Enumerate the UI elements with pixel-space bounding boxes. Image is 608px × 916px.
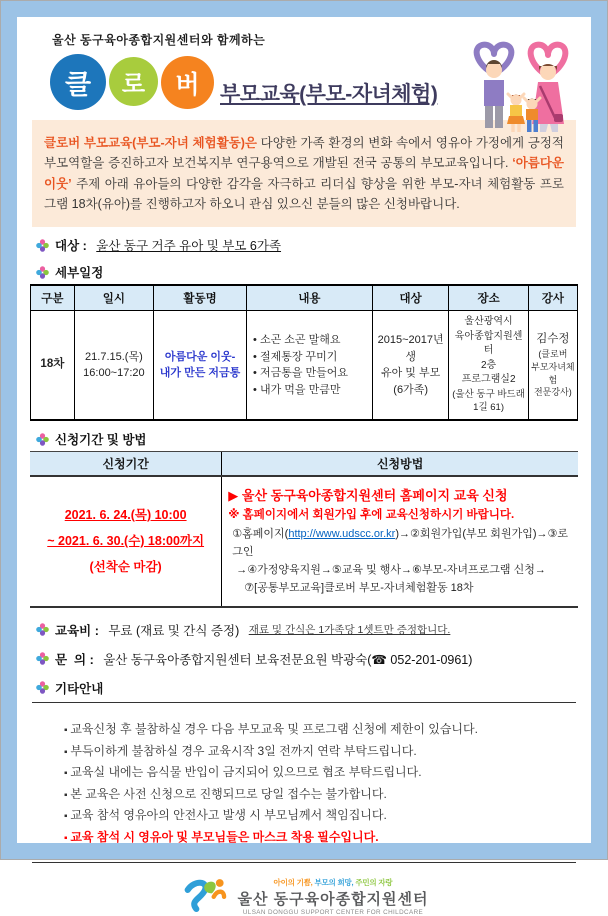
footer-org-name-en: ULSAN DONGGU SUPPORT CENTER FOR CHILDCARE <box>242 908 424 916</box>
place-line: 울산광역시 <box>464 316 513 327</box>
notice-item: ▪ 부득이하게 불참하실 경우 교육시작 3일 전까지 연락 부탁드립니다. <box>64 742 568 759</box>
cell-instructor <box>528 311 577 421</box>
footer-org-name: 울산 동구육아종합지원센터 <box>237 890 429 908</box>
col-header-audience: 대상 <box>372 285 449 311</box>
notice-item: ▪ 교육실 내에는 음식물 반입이 금지되어 있으므로 협조 부탁드립니다. <box>64 763 568 780</box>
footer-tagline-part: 주민의 자랑 <box>355 877 393 887</box>
schedule-heading: 세부일정 <box>55 266 104 280</box>
col-header-period: 신청기간 <box>30 452 222 477</box>
activity-line: 아름다운 이웃- <box>164 350 236 363</box>
footer <box>30 876 578 916</box>
col-header-round: 구분 <box>31 285 75 311</box>
col-header-method: 신청방법 <box>222 452 578 477</box>
header-logo-row <box>50 54 578 110</box>
clover-icon <box>36 433 49 446</box>
clover-icon <box>36 623 49 636</box>
footer-tagline <box>237 877 428 888</box>
cell-activity <box>154 311 247 421</box>
application-table <box>30 451 578 608</box>
activity-line: 내가 만든 저금통 <box>159 367 241 380</box>
intro-text-1: 다양한 가족 환경의 변화 속에서 영유아 가정에게 긍정적 부모역할을 증진하고자 보건복지부 연구용역으로 개발된 전국 공통의 부모교육입니다. <box>44 136 564 171</box>
method-step-line <box>232 525 572 561</box>
schedule-heading-row <box>36 263 578 281</box>
notices-heading-row <box>36 679 578 697</box>
footer-tagline-part: 부모의 희망, <box>314 877 356 887</box>
fee-label: 교육비 : <box>55 623 103 638</box>
method-step-text: )→②회원가입(부모 회원가입)→③로그인 <box>232 528 568 559</box>
audience-line: 2015~2017년생 <box>377 334 444 363</box>
contact-row <box>36 650 578 668</box>
col-header-contents: 내용 <box>247 285 373 311</box>
clover-icon <box>36 266 49 279</box>
intro-text-2: 주제 아래 유아들의 다양한 감각을 자극하고 리더십 향상을 위한 부모-자녀 체험활동 프로그램 18차(유아)를 진행하고자 하오니 관심 있으신 분들의 많은 신청바랍니다. <box>44 176 564 211</box>
method-step-text: ①홈페이지( <box>232 528 289 541</box>
col-header-activity: 활동명 <box>154 285 247 311</box>
content-item: • 절제통장 꾸미기 <box>253 349 370 366</box>
notice-item: ▪ 교육신청 후 불참하실 경우 다음 부모교육 및 프로그램 신청에 제한이 있습니다. <box>64 720 568 737</box>
cell-method <box>222 476 578 607</box>
period-line: 2021. 6. 24.(목) 10:00 <box>64 507 187 522</box>
audience-line: 유아 및 부모 <box>381 367 441 380</box>
cell-round: 18차 <box>31 311 75 421</box>
page-title: 부모교육(부모-자녀체험) <box>220 83 438 106</box>
place-line: 2층 <box>480 359 497 371</box>
content-item: • 소곤 소곤 말해요 <box>253 332 370 349</box>
center-logo-icon <box>179 876 231 916</box>
target-label: 대상 : <box>55 239 91 253</box>
cell-place <box>449 311 528 421</box>
notice-item-mask-required: ▪ 교육 참석 시 영유아 및 부모님들은 마스크 착용 필수입니다. <box>64 828 568 845</box>
fee-row <box>36 621 578 639</box>
instructor-sub-line: 전문강사) <box>533 387 572 398</box>
instructor-name: 김수정 <box>536 333 570 346</box>
application-heading: 신청기간 및 방법 <box>55 433 147 448</box>
application-heading-row <box>36 430 578 448</box>
instructor-sub-line: (클로버 <box>538 349 568 360</box>
method-step-line: ⑦[공통부모교육]클로버 부모-자녀체험활동 18차 <box>244 582 474 595</box>
col-header-place: 장소 <box>449 285 528 311</box>
notice-item: ▪ 본 교육은 사전 신청으로 진행되므로 당일 접수는 불가합니다. <box>64 785 568 802</box>
method-line-main: ▶ 울산 동구육아종합지원센터 홈페이지 교육 신청 <box>228 488 508 504</box>
method-step-line: →④가정양육지원→⑤교육 및 행사→⑥부모-자녀프로그램 신청→ <box>236 564 546 577</box>
schedule-table <box>30 284 578 421</box>
application-header-row <box>30 452 578 477</box>
intro-highlight-1: 클로버 부모교육(부모-자녀 체험활동)은 <box>44 136 258 150</box>
period-deadline-note: (선착순 마감) <box>89 560 162 575</box>
intro-highlight-2: ‘아름다운 이웃’ <box>44 156 564 191</box>
homepage-link[interactable]: http://www.udscc.or.kr <box>288 528 396 541</box>
cell-contents <box>247 311 373 421</box>
fee-note: 재료 및 간식은 1가족당 1셋트만 증정합니다. <box>248 624 451 637</box>
schedule-header-row <box>31 285 578 311</box>
notice-item: ▪ 교육 참석 영유아의 안전사고 발생 시 부모님께서 책임집니다. <box>64 806 568 823</box>
instructor-sub-line: 부모자녀체험 <box>531 362 575 385</box>
logo-circle-beo: 버 <box>161 56 214 109</box>
target-row <box>36 236 578 254</box>
content-item: • 내가 먹을 만큼만 <box>253 382 370 399</box>
place-line-small: (울산 동구 바드래 <box>452 388 525 400</box>
datetime-line: 21.7.15.(목) <box>85 350 143 363</box>
col-header-datetime: 일시 <box>74 285 153 311</box>
clover-icon <box>36 652 49 665</box>
logo-circle-keul: 클 <box>50 54 106 110</box>
target-value: 울산 동구 거주 유아 및 부모 6가족 <box>96 239 282 253</box>
footer-tagline-part: 아이의 기쁨, <box>273 877 315 887</box>
cell-audience <box>372 311 449 421</box>
method-line-note: ※ 홈페이지에서 회원가입 후에 교육신청하시기 바랍니다. <box>228 509 515 522</box>
application-row <box>30 476 578 607</box>
clover-icon <box>36 681 49 694</box>
contact-label: 문 의 : <box>55 652 98 667</box>
place-line: 프로그램실2 <box>461 374 516 385</box>
place-line-small: 1길 61) <box>473 402 504 414</box>
contact-value: 울산 동구육아종합지원센터 보육전문요원 박광숙(☎ 052-201-0961) <box>103 652 473 667</box>
notices-heading: 기타안내 <box>55 681 104 696</box>
content-item: • 저금통을 만들어요 <box>253 365 370 382</box>
notices-box <box>32 702 576 864</box>
datetime-line: 16:00~17:20 <box>83 367 145 380</box>
place-line: 육아종합지원센터 <box>454 330 523 356</box>
audience-line: (6가족) <box>393 383 428 396</box>
family-hearts-illustration <box>464 38 576 139</box>
schedule-row <box>31 311 578 421</box>
logo-circle-ro: 로 <box>109 57 158 106</box>
cell-datetime <box>74 311 153 421</box>
cell-period <box>30 476 222 607</box>
header-tagline: 울산 동구육아종합지원센터와 함께하는 <box>52 33 266 47</box>
fee-value: 무료 (재료 및 간식 증정) <box>108 623 243 638</box>
clover-icon <box>36 239 49 252</box>
period-line: ~ 2021. 6. 30.(수) 18:00까지 <box>47 534 205 549</box>
col-header-instructor: 강사 <box>528 285 577 311</box>
